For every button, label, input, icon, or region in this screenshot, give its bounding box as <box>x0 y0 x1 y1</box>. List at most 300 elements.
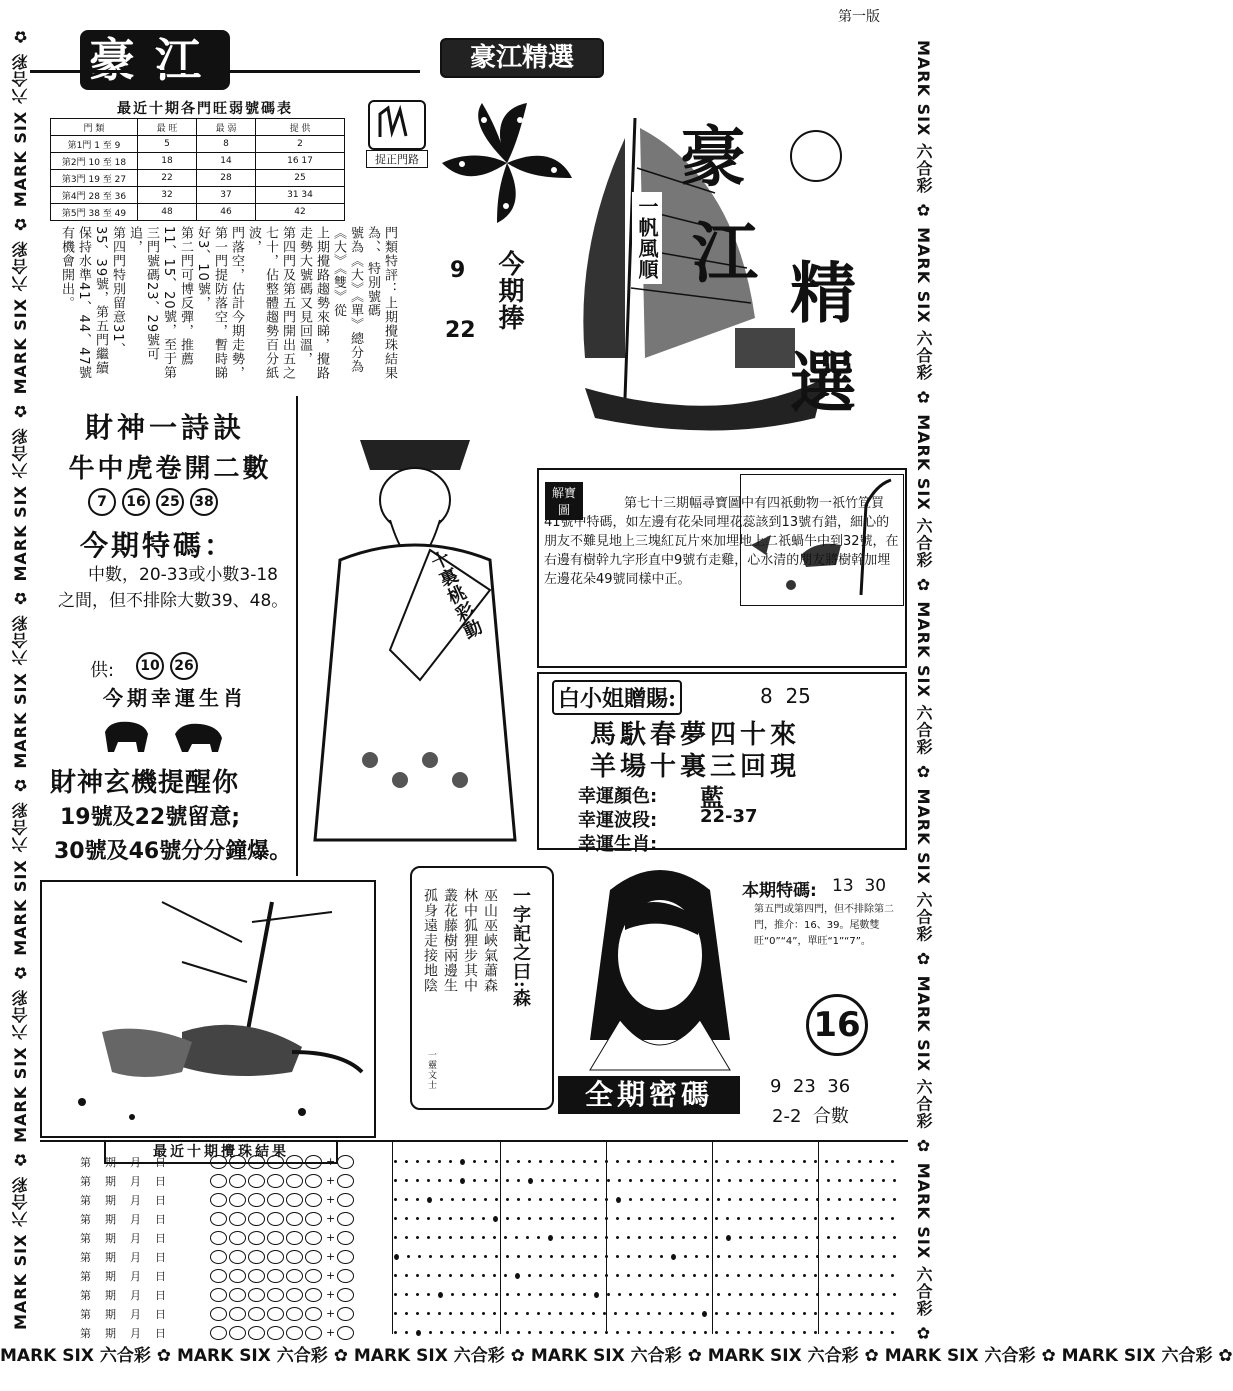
dot-mark <box>517 1331 520 1334</box>
dot-mark <box>759 1312 762 1315</box>
dot-mark <box>814 1312 817 1315</box>
dot-mark <box>882 1293 885 1296</box>
result-row <box>80 1152 386 1171</box>
result-row-label: 第 期 月 日 <box>80 1174 166 1188</box>
dot-mark <box>748 1160 751 1163</box>
dot-mark <box>684 1255 687 1258</box>
dot-mark <box>594 1331 597 1334</box>
dot-mark <box>726 1160 729 1163</box>
lucky-color-label: 幸運顏色: <box>578 786 658 807</box>
title-char-3: 精 <box>790 254 856 332</box>
dot-mark <box>783 1236 786 1239</box>
dot-mark <box>594 1292 599 1298</box>
dot-mark <box>618 1179 621 1182</box>
seal-stamp <box>790 130 842 182</box>
dot-mark <box>427 1160 430 1163</box>
dot-mark <box>770 1331 773 1334</box>
dot-mark <box>869 1274 872 1277</box>
ball-slot <box>305 1307 322 1321</box>
door-table <box>50 118 345 221</box>
dot-mark <box>429 1331 432 1334</box>
dot-mark <box>704 1160 707 1163</box>
result-row-label: 第 期 月 日 <box>80 1193 166 1207</box>
dot-mark <box>794 1198 797 1201</box>
miss-bai-title: 白小姐贈賜: <box>552 680 682 715</box>
dot-mark <box>517 1160 520 1163</box>
special-ball-slot <box>337 1307 354 1321</box>
dot-mark <box>715 1236 718 1239</box>
dot-mark <box>651 1179 654 1182</box>
dot-mark <box>860 1236 863 1239</box>
dot-mark <box>849 1255 852 1258</box>
dot-mark <box>484 1179 487 1182</box>
dot-mark <box>781 1160 784 1163</box>
dot-mark <box>484 1160 487 1163</box>
dot-mark <box>825 1217 828 1220</box>
dot-mark <box>451 1331 454 1334</box>
dot-mark <box>506 1217 509 1220</box>
dot-mark <box>882 1236 885 1239</box>
dot-mark <box>770 1312 773 1315</box>
dot-mark <box>805 1255 808 1258</box>
dot-mark <box>759 1274 762 1277</box>
dot-mark <box>418 1255 421 1258</box>
dot-mark <box>440 1255 443 1258</box>
dot-mark <box>482 1274 485 1277</box>
left-brand-strip: MARK SIX 六合彩 ✿ MARK SIX 六合彩 ✿ MARK SIX 六合彩 ✿ MARK SIX 六合彩 ✿ MARK SIX 六合彩 ✿ MARK SIX 六合彩 ✿ MARK SIX 六合彩 ✿ <box>11 26 30 1330</box>
special-ball-slot <box>337 1193 354 1207</box>
dot-mark <box>394 1331 397 1334</box>
ball-slot <box>229 1307 246 1321</box>
dot-mark <box>429 1255 432 1258</box>
ball-slot <box>229 1155 246 1169</box>
dot-mark <box>405 1331 408 1334</box>
ball-slot <box>267 1231 284 1245</box>
ball-slot <box>210 1250 227 1264</box>
right-brand-strip: MARK SIX 六合彩 ✿ MARK SIX 六合彩 ✿ MARK SIX 六合彩 ✿ MARK SIX 六合彩 ✿ MARK SIX 六合彩 ✿ MARK SIX 六合彩 ✿ MARK SIX 六合彩 ✿ <box>914 40 933 1344</box>
dot-mark <box>528 1198 531 1201</box>
full-code-sum: 2-2 合數 <box>772 1106 849 1127</box>
dot-mark <box>484 1293 487 1296</box>
dot-mark <box>649 1274 652 1277</box>
dot-mark <box>759 1160 762 1163</box>
ball-slot <box>210 1212 227 1226</box>
dot-mark <box>825 1160 828 1163</box>
dot-mark <box>858 1331 861 1334</box>
dot-mark <box>671 1274 674 1277</box>
dot-mark <box>682 1331 685 1334</box>
dot-mark <box>849 1179 852 1182</box>
dot-mark <box>836 1160 839 1163</box>
this-special-note: 第五門或第四門，但不排除第二門，推介：16、39。尾數雙旺“0”“4”，單旺“1”“7”。 <box>754 904 894 947</box>
dot-mark <box>539 1293 542 1296</box>
dot-mark <box>858 1274 861 1277</box>
dot-mark <box>495 1331 498 1334</box>
dot-mark <box>748 1331 751 1334</box>
dot-mark <box>427 1236 430 1239</box>
dot-mark <box>572 1217 575 1220</box>
dot-mark <box>671 1160 674 1163</box>
dot-mark <box>506 1255 509 1258</box>
dot-mark <box>405 1160 408 1163</box>
dot-mark <box>838 1179 841 1182</box>
dot-mark <box>651 1198 654 1201</box>
dot-mark <box>449 1312 452 1315</box>
dot-mark <box>484 1255 487 1258</box>
dot-mark <box>572 1255 575 1258</box>
lucky-wave-label: 幸運波段: <box>578 810 658 831</box>
table-row: 第4門 28 至 36 32 37 31 34 <box>51 187 345 204</box>
dot-mark <box>739 1179 742 1182</box>
dot-mark <box>616 1236 619 1239</box>
poem-number: 7 <box>88 488 116 516</box>
dot-mark <box>460 1159 465 1165</box>
strip-text: MARK SIX 六合彩 ✿ <box>11 1142 30 1330</box>
dot-mark <box>594 1236 597 1239</box>
treasure-label: 解寶圖 <box>545 482 583 520</box>
dot-mark <box>882 1198 885 1201</box>
dot-mark <box>728 1293 731 1296</box>
dot-mark <box>405 1179 408 1182</box>
dot-mark <box>869 1217 872 1220</box>
dot-mark <box>750 1179 753 1182</box>
dot-mark <box>660 1331 663 1334</box>
dot-mark <box>662 1293 665 1296</box>
dot-mark <box>394 1293 397 1296</box>
dot-mark <box>792 1331 795 1334</box>
dot-mark <box>427 1312 430 1315</box>
dot-mark <box>594 1217 597 1220</box>
dot-mark <box>616 1274 619 1277</box>
dot-row <box>394 1190 904 1209</box>
dot-mark <box>737 1217 740 1220</box>
dot-mark <box>651 1293 654 1296</box>
lucky-wave-value: 22-37 <box>700 806 758 827</box>
ball-slot <box>210 1174 227 1188</box>
dot-mark <box>682 1160 685 1163</box>
dot-mark <box>482 1236 485 1239</box>
result-row-label: 第 期 月 日 <box>80 1269 166 1283</box>
dot-mark <box>669 1312 672 1315</box>
dot-mark <box>629 1179 632 1182</box>
ball-slot <box>248 1288 265 1302</box>
dot-mark <box>394 1236 397 1239</box>
dot-row <box>394 1304 904 1323</box>
zheng-men-label: 捉正門路 <box>366 150 428 168</box>
dot-mark <box>495 1160 498 1163</box>
dot-mark <box>715 1274 718 1277</box>
ball-slot <box>229 1193 246 1207</box>
dot-mark <box>550 1255 553 1258</box>
result-row-label: 第 期 月 日 <box>80 1288 166 1302</box>
dot-mark <box>629 1198 632 1201</box>
dot-mark <box>838 1255 841 1258</box>
door-table-wrap <box>50 118 345 221</box>
dot-mark <box>880 1217 883 1220</box>
dot-mark <box>550 1217 553 1220</box>
ball-slot <box>248 1174 265 1188</box>
dot-mark <box>803 1274 806 1277</box>
dot-mark <box>583 1331 586 1334</box>
dot-mark <box>750 1293 753 1296</box>
dot-mark <box>449 1236 452 1239</box>
dot-mark <box>660 1236 663 1239</box>
dot-mark <box>495 1255 498 1258</box>
dot-mark <box>673 1293 676 1296</box>
ball-slot <box>210 1307 227 1321</box>
dot-mark <box>528 1274 531 1277</box>
dot-mark <box>860 1293 863 1296</box>
dot-mark <box>761 1293 764 1296</box>
dot-mark <box>825 1312 828 1315</box>
dot-mark <box>574 1179 577 1182</box>
dot-mark <box>726 1235 731 1241</box>
ball-slot <box>229 1250 246 1264</box>
dot-mark <box>880 1274 883 1277</box>
dot-mark <box>682 1217 685 1220</box>
ball-slot <box>229 1231 246 1245</box>
dot-mark <box>781 1331 784 1334</box>
ling-qi-label: 今期捧 <box>494 250 524 331</box>
dot-mark <box>858 1217 861 1220</box>
dot-mark <box>891 1274 894 1277</box>
col-give: 提 供 <box>256 119 345 136</box>
col-door: 門 類 <box>51 119 138 136</box>
dot-mark <box>638 1217 641 1220</box>
dot-mark <box>561 1293 564 1296</box>
dot-mark <box>847 1274 850 1277</box>
dot-mark <box>427 1217 430 1220</box>
dot-mark <box>770 1217 773 1220</box>
dot-mark <box>794 1255 797 1258</box>
dot-mark <box>640 1198 643 1201</box>
dot-mark <box>526 1312 529 1315</box>
dot-mark <box>594 1255 597 1258</box>
riddle-signature: 一靈文士 <box>426 1050 436 1090</box>
dot-mark <box>451 1198 454 1201</box>
dot-mark <box>583 1274 586 1277</box>
dot-mark <box>814 1217 817 1220</box>
dot-mark <box>671 1236 674 1239</box>
dot-mark <box>539 1160 542 1163</box>
ball-slot <box>267 1307 284 1321</box>
dot-mark <box>438 1217 441 1220</box>
dot-mark <box>473 1255 476 1258</box>
dot-mark <box>838 1236 841 1239</box>
dot-mark <box>572 1293 575 1296</box>
dot-mark <box>759 1217 762 1220</box>
result-row <box>80 1209 386 1228</box>
dot-mark <box>561 1274 564 1277</box>
ball-slot <box>267 1155 284 1169</box>
ball-slot <box>286 1250 303 1264</box>
dot-mark <box>715 1331 718 1334</box>
dot-mark <box>783 1198 786 1201</box>
dot-mark <box>706 1255 709 1258</box>
dot-mark <box>528 1217 531 1220</box>
dot-mark <box>684 1198 687 1201</box>
dot-mark <box>871 1179 874 1182</box>
result-row-label: 第 期 月 日 <box>80 1212 166 1226</box>
dot-mark <box>640 1179 643 1182</box>
dot-mark <box>506 1160 509 1163</box>
dot-mark <box>847 1312 850 1315</box>
ball-slot <box>267 1193 284 1207</box>
dot-mark <box>394 1179 397 1182</box>
ball-slot <box>286 1269 303 1283</box>
dot-mark <box>537 1312 540 1315</box>
supply-numbers <box>136 652 204 680</box>
ball-slot <box>305 1155 322 1169</box>
dot-mark <box>627 1217 630 1220</box>
dot-mark <box>847 1160 850 1163</box>
ball-slot <box>210 1269 227 1283</box>
dot-row <box>394 1152 904 1171</box>
dot-mark <box>638 1255 641 1258</box>
dot-mark <box>673 1179 676 1182</box>
grid-divider <box>606 1142 607 1334</box>
dot-mark <box>416 1274 419 1277</box>
dot-mark <box>772 1198 775 1201</box>
dot-mark <box>618 1293 621 1296</box>
results-title: 最近十期攪珠結果 <box>104 1140 338 1164</box>
dot-mark <box>405 1198 408 1201</box>
dot-mark <box>649 1236 652 1239</box>
dot-mark <box>570 1312 573 1315</box>
dot-mark <box>814 1160 817 1163</box>
dot-mark <box>394 1198 397 1201</box>
dot-mark <box>537 1236 540 1239</box>
dot-mark <box>728 1198 731 1201</box>
dot-mark <box>869 1331 872 1334</box>
dot-mark <box>871 1236 874 1239</box>
dot-mark <box>550 1274 553 1277</box>
dot-mark <box>583 1198 586 1201</box>
dot-mark <box>827 1179 830 1182</box>
poem-number: 25 <box>156 488 184 516</box>
dot-mark <box>794 1236 797 1239</box>
special-ball-slot <box>337 1155 354 1169</box>
dot-mark <box>792 1274 795 1277</box>
dot-mark <box>416 1236 419 1239</box>
plus-sign: + <box>326 1212 336 1225</box>
ball-slot <box>248 1212 265 1226</box>
table-row: 第2門 10 至 18 18 14 16 17 <box>51 153 345 170</box>
dot-mark <box>693 1217 696 1220</box>
dot-mark <box>706 1198 709 1201</box>
dot-mark <box>660 1217 663 1220</box>
dot-mark <box>882 1255 885 1258</box>
dot-mark <box>838 1198 841 1201</box>
dot-mark <box>440 1198 443 1201</box>
dot-mark <box>805 1236 808 1239</box>
dot-mark <box>482 1217 485 1220</box>
dot-mark <box>416 1179 419 1182</box>
dot-mark <box>638 1160 641 1163</box>
dot-mark <box>673 1198 676 1201</box>
dot-mark <box>625 1312 628 1315</box>
special-ball-slot <box>337 1174 354 1188</box>
ball-slot <box>305 1174 322 1188</box>
dot-mark <box>647 1312 650 1315</box>
plus-sign: + <box>326 1231 336 1244</box>
plus-sign: + <box>326 1269 336 1282</box>
dot-mark <box>684 1293 687 1296</box>
ball-slot <box>229 1288 246 1302</box>
ball-slot <box>248 1155 265 1169</box>
ball-slot <box>210 1231 227 1245</box>
dot-mark <box>460 1236 463 1239</box>
dot-mark <box>482 1312 485 1315</box>
dot-mark <box>550 1293 553 1296</box>
plus-sign: + <box>326 1326 336 1339</box>
dot-mark <box>726 1331 729 1334</box>
dot-mark <box>550 1160 553 1163</box>
dot-mark <box>849 1293 852 1296</box>
grid-divider <box>712 1142 713 1334</box>
dot-mark <box>407 1255 410 1258</box>
ling-qi-num2: 22 <box>445 318 476 343</box>
dot-mark <box>671 1217 674 1220</box>
dot-mark <box>506 1179 509 1182</box>
ball-slot <box>248 1326 265 1340</box>
dot-mark <box>717 1255 720 1258</box>
dot-mark <box>739 1293 742 1296</box>
dot-mark <box>550 1331 553 1334</box>
ball-slot <box>267 1250 284 1264</box>
dot-mark <box>449 1274 452 1277</box>
result-row <box>80 1266 386 1285</box>
dot-mark <box>563 1179 566 1182</box>
full-code-nums: 9 23 36 <box>770 1076 851 1097</box>
title-char-1: 豪 <box>680 118 746 196</box>
ball-slot <box>305 1212 322 1226</box>
woman-portrait <box>580 860 740 1070</box>
dot-mark <box>880 1160 883 1163</box>
dot-mark <box>860 1179 863 1182</box>
dot-mark <box>550 1198 553 1201</box>
dot-mark <box>504 1236 507 1239</box>
dot-mark <box>572 1274 575 1277</box>
supply-number: 10 <box>136 652 164 680</box>
dot-mark <box>726 1217 729 1220</box>
subtitle: 豪江精選 <box>440 38 604 78</box>
special-ball-slot <box>337 1269 354 1283</box>
dot-mark <box>827 1236 830 1239</box>
dot-mark <box>871 1198 874 1201</box>
ball-slot <box>267 1326 284 1340</box>
grid-divider <box>818 1142 819 1334</box>
dot-mark <box>607 1179 610 1182</box>
special-ball-slot <box>337 1288 354 1302</box>
dot-mark <box>838 1293 841 1296</box>
dot-mark <box>438 1179 441 1182</box>
dot-row <box>394 1209 904 1228</box>
result-row-label: 第 期 月 日 <box>80 1326 166 1340</box>
dot-mark <box>594 1160 597 1163</box>
dot-mark <box>649 1217 652 1220</box>
ball-slot <box>229 1269 246 1283</box>
dot-mark <box>462 1198 465 1201</box>
tagline: 一帆風順 <box>632 192 662 284</box>
dot-mark <box>561 1255 564 1258</box>
dot-mark <box>737 1331 740 1334</box>
dot-mark <box>794 1179 797 1182</box>
dot-mark <box>836 1274 839 1277</box>
dot-mark <box>680 1312 683 1315</box>
dot-mark <box>849 1236 852 1239</box>
dot-mark <box>803 1160 806 1163</box>
